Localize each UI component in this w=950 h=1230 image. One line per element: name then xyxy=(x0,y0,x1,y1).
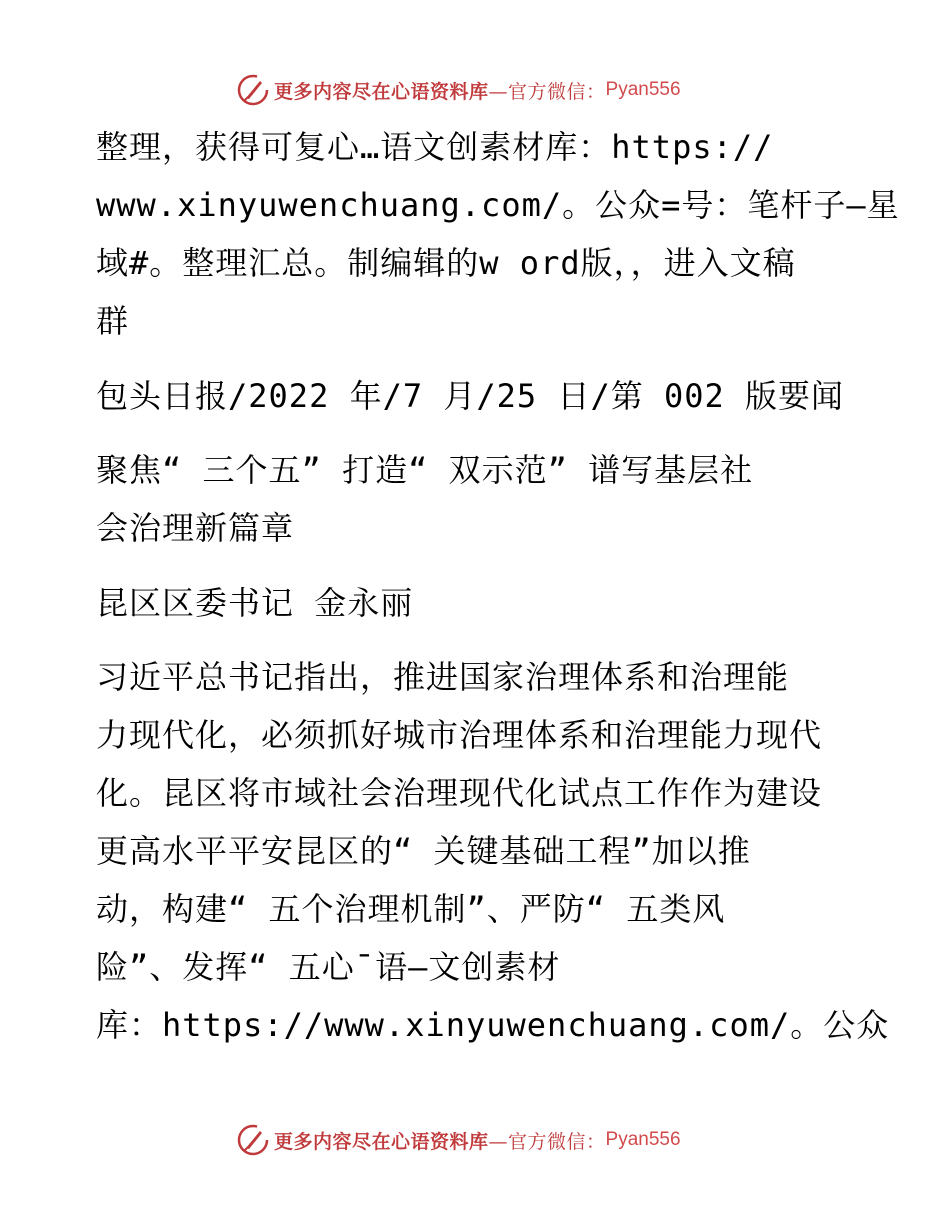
body-line: 力现代化，必须抓好城市治理体系和治理能力现代 xyxy=(96,716,823,754)
footer-banner xyxy=(236,1123,681,1157)
body-line: 库：https://www.xinyuwenchuang.com/。公众 xyxy=(96,1006,890,1044)
body-line: 习近平总书记指出，推进国家治理体系和治理能 xyxy=(96,658,790,696)
banner-separator: —官方微信： xyxy=(488,1130,606,1153)
text-line: 域#。整理汇总。制编辑的w ord版，，进入文稿 xyxy=(96,244,796,282)
text-line: 群 xyxy=(96,302,130,340)
text-line: 整理，获得可复心…语文创素材库：https:// xyxy=(96,128,774,166)
header-banner xyxy=(236,73,681,107)
article-author: 昆区区委书记 金永丽 xyxy=(96,584,414,622)
text-line: www.xinyuwenchuang.com/。公众=号：笔杆子—星 xyxy=(96,186,900,224)
body-line: 险”、发挥“ 五心¯语—文创素材 xyxy=(96,948,561,986)
banner-wechat-id: Pyan556 xyxy=(605,79,681,100)
quill-logo-icon xyxy=(236,1123,270,1157)
article-title: 会治理新篇章 xyxy=(96,509,295,547)
body-line: 动，构建“ 五个治理机制”、严防“ 五类风 xyxy=(96,890,726,928)
quill-logo-icon xyxy=(236,73,270,107)
article-source: 包头日报/2022 年/7 月/25 日/第 002 版要闻 xyxy=(96,377,845,415)
body-line: 化。昆区将市域社会治理现代化试点工作作为建设 xyxy=(96,774,823,812)
banner-text: 更多内容尽在心语资料库 xyxy=(274,80,489,103)
banner-wechat-id: Pyan556 xyxy=(605,1129,681,1150)
banner-separator: —官方微信： xyxy=(488,80,606,103)
banner-text: 更多内容尽在心语资料库 xyxy=(274,1130,489,1153)
article-title: 聚焦“ 三个五” 打造“ 双示范” 谱写基层社 xyxy=(96,451,754,489)
body-line: 更高水平平安昆区的“ 关键基础工程”加以推 xyxy=(96,832,751,870)
